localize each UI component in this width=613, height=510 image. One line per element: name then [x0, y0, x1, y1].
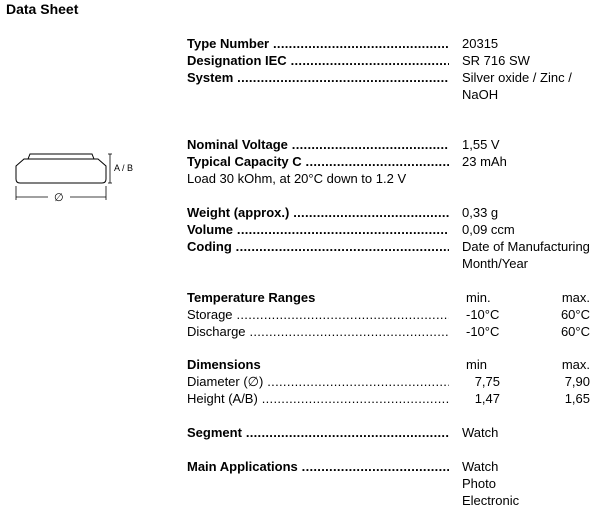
- height-min: 1,47: [474, 391, 500, 406]
- page-title: Data Sheet: [6, 1, 79, 17]
- application-item: Electronic: [462, 493, 520, 508]
- storage-min: -10°C: [466, 307, 500, 322]
- designation-label: Designation IEC .....: [187, 52, 449, 69]
- system-label: System .....: [187, 69, 449, 86]
- diameter-min: 7,75: [474, 374, 500, 389]
- discharge-max: 60°C: [560, 324, 590, 339]
- discharge-label: Discharge .....: [187, 323, 449, 340]
- height-dimension-label: A / B: [114, 163, 134, 173]
- designation-value: SR 716 SW: [462, 53, 530, 68]
- storage-label: Storage .....: [187, 306, 449, 323]
- type-number-label: Type Number .....: [187, 35, 449, 52]
- coding-label: Coding .....: [187, 238, 449, 255]
- segment-value: Watch: [462, 425, 499, 440]
- weight-label: Weight (approx.) .....: [187, 204, 449, 221]
- typical-capacity-value: 23 mAh: [462, 154, 507, 169]
- temperature-heading: Temperature Ranges: [187, 290, 316, 305]
- load-note: Load 30 kOhm, at 20°C down to 1.2 V: [187, 171, 407, 186]
- typical-capacity-label: Typical Capacity C .....: [187, 153, 449, 170]
- system-value-line2: NaOH: [462, 87, 499, 102]
- height-max: 1,65: [564, 391, 590, 406]
- nominal-voltage-value: 1,55 V: [462, 137, 500, 152]
- coding-value-line1: Date of Manufacturing: [462, 239, 590, 254]
- type-number-value: 20315: [462, 36, 499, 51]
- height-label: Height (A/B) .....: [187, 390, 449, 407]
- dimensions-min-header: min: [466, 357, 487, 372]
- application-item: Photo: [462, 476, 496, 491]
- discharge-min: -10°C: [466, 324, 500, 339]
- storage-max: 60°C: [560, 307, 590, 322]
- diameter-dimension-label: ∅: [54, 192, 64, 204]
- dimensions-heading: Dimensions: [187, 357, 261, 372]
- volume-label: Volume .....: [187, 221, 449, 238]
- volume-value: 0,09 ccm: [462, 222, 515, 237]
- temperature-min-header: min.: [466, 290, 491, 305]
- nominal-voltage-label: Nominal Voltage .....: [187, 136, 449, 153]
- application-item: Watch: [462, 459, 499, 474]
- weight-value: 0,33 g: [462, 205, 499, 220]
- main-applications-label: Main Applications .....: [187, 458, 449, 475]
- system-value-line1: Silver oxide / Zinc /: [462, 70, 572, 85]
- diameter-label: Diameter (∅) .....: [187, 373, 449, 390]
- battery-dimension-diagram: [12, 150, 142, 208]
- temperature-max-header: max.: [561, 290, 590, 305]
- segment-label: Segment .....: [187, 424, 449, 441]
- diameter-max: 7,90: [564, 374, 590, 389]
- coding-value-line2: Month/Year: [462, 256, 529, 271]
- dimensions-max-header: max.: [561, 357, 590, 372]
